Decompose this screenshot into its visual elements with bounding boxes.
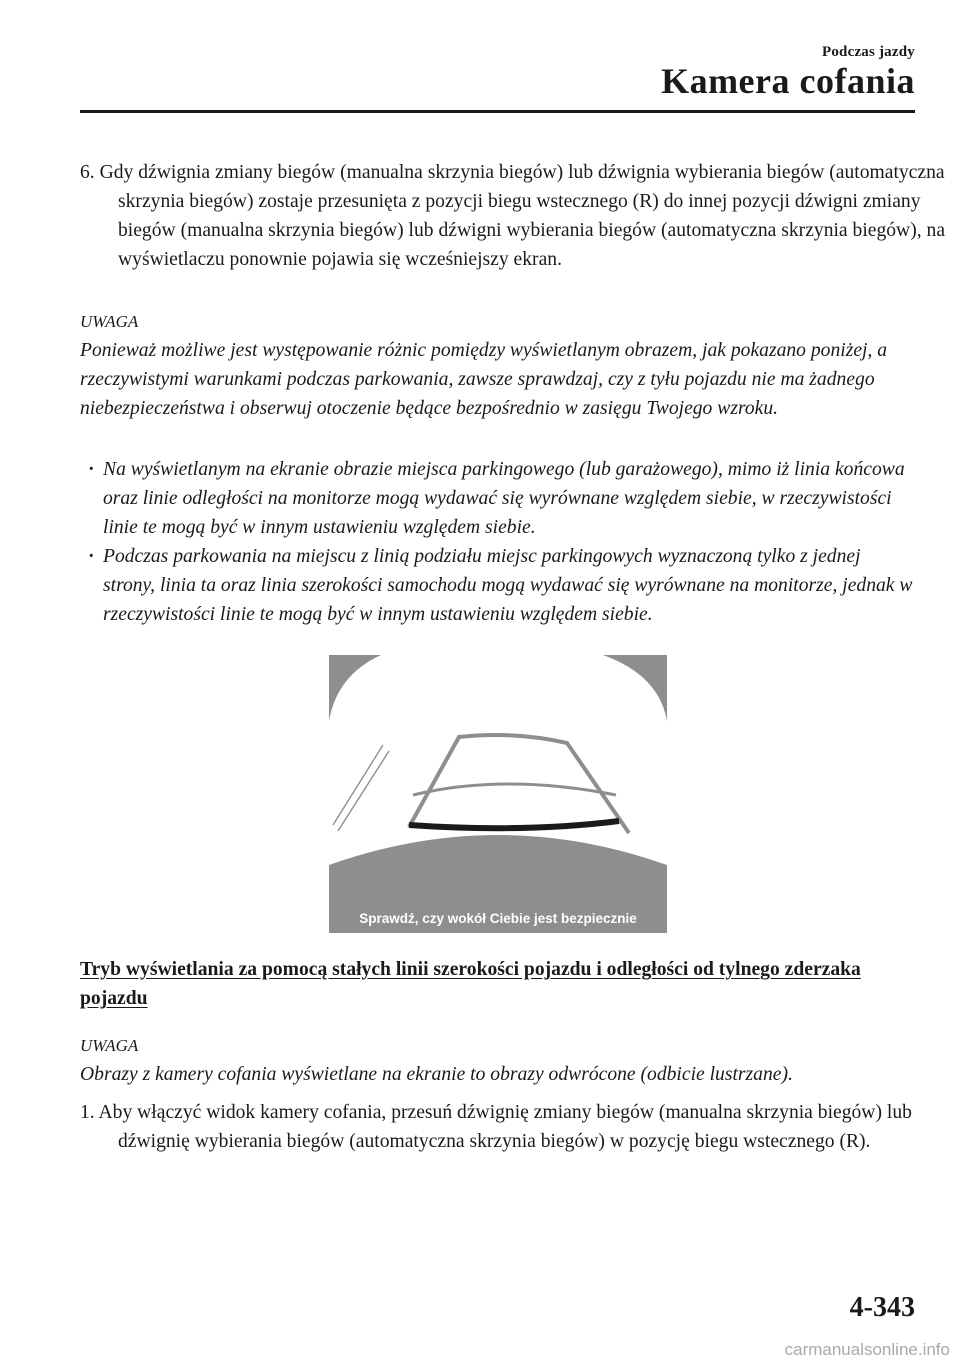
- page-number: 4-343: [849, 1292, 915, 1323]
- bullet-text: Podczas parkowania na miejscu z linią podziału miejsc parkingowych wyznaczoną tylko z jednej strony, linia ta oraz linia szerokości samochodu mogą wydawać się wyrównane na monitorze, jednak w rzeczywistości linie te mogą być w innym ustawieniu względem siebie.: [103, 546, 913, 625]
- note-label: UWAGA: [80, 1036, 139, 1055]
- section-label: Podczas jazdy: [821, 44, 915, 60]
- section-subheading: Tryb wyświetlania za pomocą stałych linii szerokości pojazdu i odległości od tylnego zderzaka pojazdu: [80, 959, 861, 1009]
- bullet-dot: ·: [88, 459, 95, 480]
- note-label: UWAGA: [80, 312, 139, 331]
- bullet-text: Na wyświetlanym na ekranie obrazie miejsca parkingowego (lub garażowego), mimo iż linia końcowa oraz linie odległości na monitorze mogą wydawać się wyrównane względem siebie, w rzeczywistości linie te mogą być w innym ustawieniu względem siebie.: [103, 459, 905, 538]
- chapter-title: Kamera cofania: [661, 61, 915, 101]
- monitor-view-area: [329, 655, 667, 865]
- watermark: carmanualsonline.info: [784, 1340, 950, 1359]
- bullet-item: [85, 455, 915, 542]
- note-text: Obrazy z kamery cofania wyświetlane na ekranie to obrazy odwrócone (odbicie lustrzane).: [80, 1064, 793, 1085]
- bullet-item: [85, 542, 915, 629]
- bullet-dot: ·: [88, 546, 95, 567]
- note-text: Ponieważ możliwe jest występowanie różnic pomiędzy wyświetlanym obrazem, jak pokazano poniżej, a rzeczywistymi warunkami podczas parkowania, zawsze sprawdzaj, czy z tyłu pojazdu nie ma żadnego niebezpieczeństwa i obserwuj otoczenie będące bezpośrednio w zasięgu Twojego wzroku.: [80, 340, 888, 419]
- camera-caption: Sprawdź, czy wokół Ciebie jest bezpiecznie: [359, 911, 637, 926]
- header-rule: [80, 110, 915, 113]
- rear-camera-figure: [329, 655, 667, 933]
- step-1: 1. Aby włączyć widok kamery cofania, przesuń dźwignię zmiany biegów (manualna skrzynia biegów) lub dźwignię wybierania biegów (automatyczna skrzynia biegów) w pozycję biegu wstecznego (R).: [80, 1102, 912, 1152]
- rear-camera-screen: [329, 655, 667, 933]
- step-6: 6. Gdy dźwignia zmiany biegów (manualna skrzynia biegów) lub dźwignia wybierania biegów (automatyczna skrzynia biegów) zostaje przesunięta z pozycji biegu wstecznego (R) do innej pozycji dźwigni zmiany biegów (manualna skrzynia biegów) lub dźwigni wybierania biegów (automatyczna skrzynia biegów), na wyświetlaczu ponownie pojawia się wcześniejszy ekran.: [80, 162, 946, 270]
